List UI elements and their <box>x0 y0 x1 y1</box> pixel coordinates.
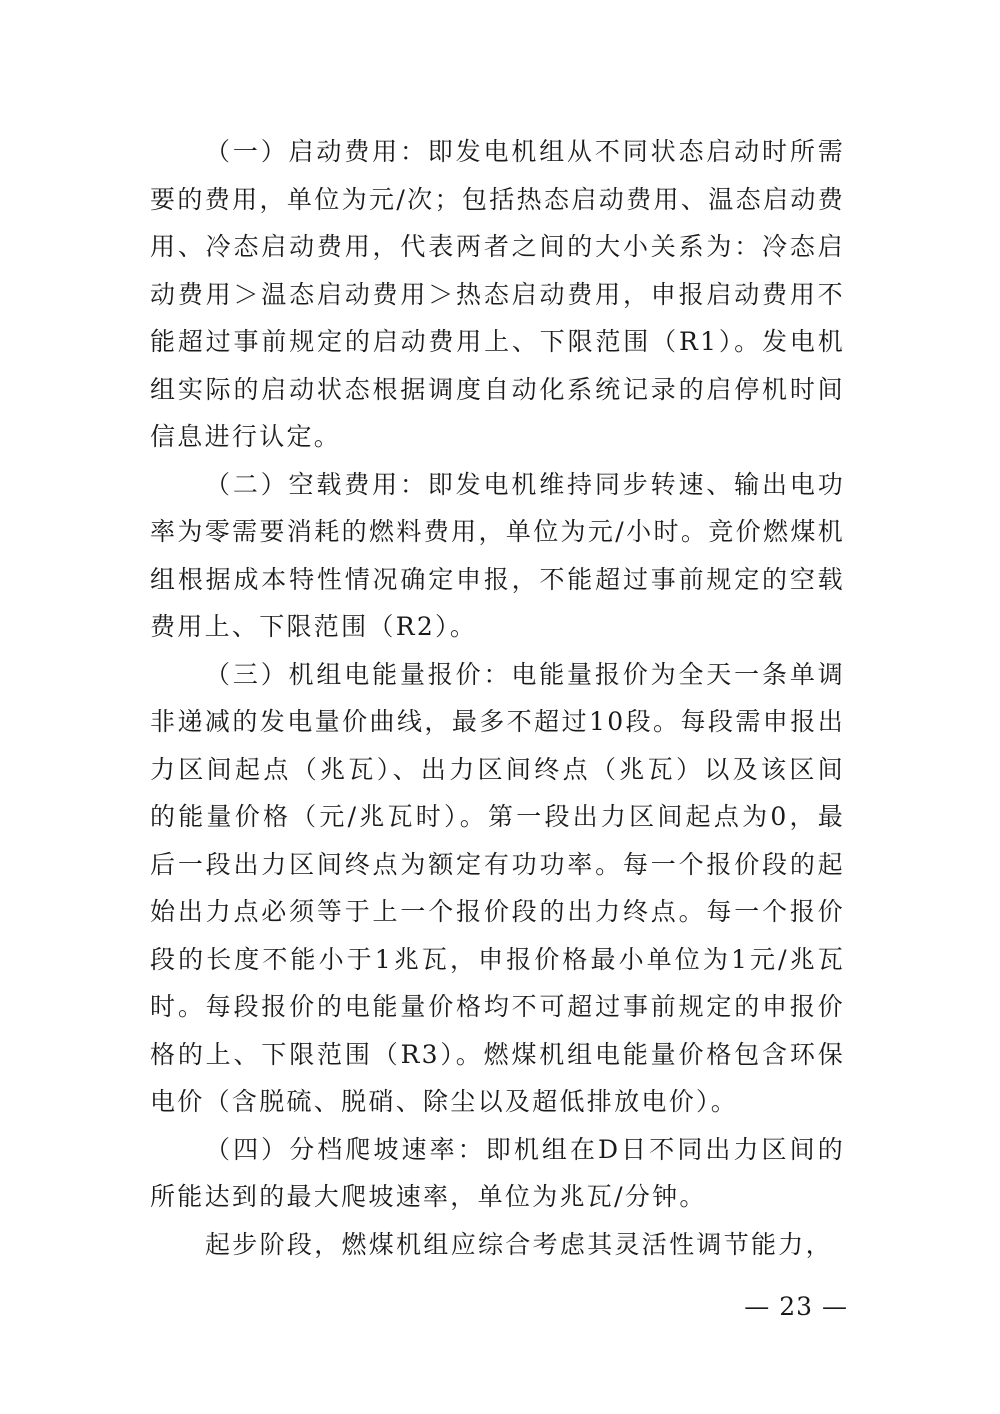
paragraph-energy-offer: （三）机组电能量报价：电能量报价为全天一条单调非递减的发电量价曲线，最多不超过10段。每段需申报出力区间起点（兆瓦）、出力区间终点（兆瓦）以及该区间的能量价格（元/兆瓦时）。第一段出力区间起点为0，最后一段出力区间终点为额定有功功率。每一个报价段的起始出力点必须等于上一个报价段的出力终点。每一个报价段的长度不能小于1兆瓦，申报价格最小单位为1元/兆瓦时。每段报价的电能量价格均不可超过事前规定的申报价格的上、下限范围（R3）。燃煤机组电能量价格包含环保电价（含脱硫、脱硝、除尘以及超低排放电价）。 <box>150 659 845 1116</box>
paragraph-ramp-rate: （四）分档爬坡速率：即机组在D日不同出力区间的所能达到的最大爬坡速率，单位为兆瓦/分钟。 <box>150 1134 845 1211</box>
page-number: — 23 — <box>744 1292 848 1321</box>
paragraph-initial-stage: 起步阶段，燃煤机组应综合考虑其灵活性调节能力， <box>205 1229 833 1259</box>
paragraph-no-load-cost: （二）空载费用：即发电机维持同步转速、输出电功率为零需要消耗的燃料费用，单位为元/小时。竞价燃煤机组根据成本特性情况确定申报，不能超过事前规定的空载费用上、下限范围（R2）。 <box>150 469 845 641</box>
document-body <box>150 128 845 1268</box>
paragraph-startup-cost: （一）启动费用：即发电机组从不同状态启动时所需要的费用，单位为元/次；包括热态启动费用、温态启动费用、冷态启动费用，代表两者之间的大小关系为：冷态启动费用＞温态启动费用＞热态启动费用，申报启动费用不能超过事前规定的启动费用上、下限范围（R1）。发电机组实际的启动状态根据调度自动化系统记录的启停机时间信息进行认定。 <box>150 137 845 451</box>
